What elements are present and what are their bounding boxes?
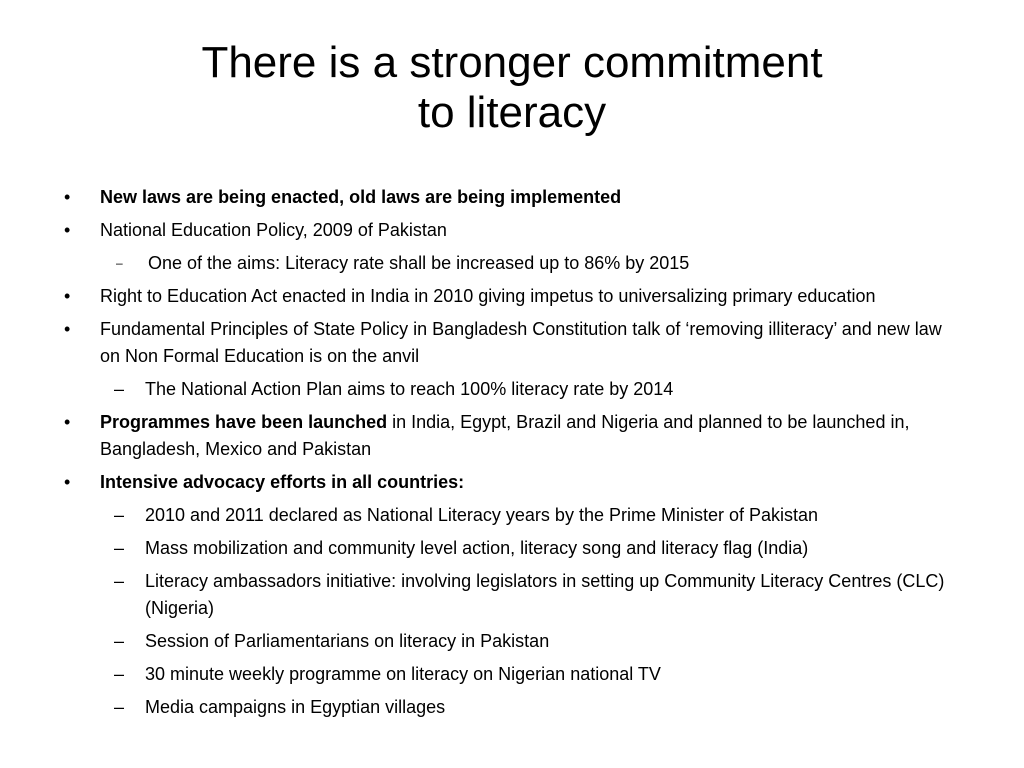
bullet-text: Mass mobilization and community level action, literacy song and literacy flag (India) <box>145 538 809 558</box>
sub-bullet-item <box>0 502 1024 529</box>
bullet-text: Session of Parliamentarians on literacy in Pakistan <box>145 631 550 651</box>
sub-bullet-item <box>0 694 1024 721</box>
bullet-text: 2010 and 2011 declared as National Literacy years by the Prime Minister of Pakistan <box>145 505 819 525</box>
sub-bullet-marker: – <box>114 697 125 717</box>
sub-bullet-item <box>0 376 1024 403</box>
bullet-item <box>0 283 1024 310</box>
bullet-text: Literacy ambassadors initiative: involving legislators in setting up Community Literacy Centres (CLC) (Nigeria) <box>145 571 945 618</box>
bullet-marker: • <box>64 319 71 339</box>
sub-bullet-item <box>0 568 1024 622</box>
sub-bullet-marker: – <box>114 631 125 651</box>
sub-bullet-marker: – <box>114 571 125 591</box>
sub-bullet-marker: – <box>114 538 125 558</box>
sub-bullet-marker: – <box>114 664 125 684</box>
bullet-bold-text: Programmes have been launched <box>100 412 388 432</box>
bullet-text: National Education Policy, 2009 of Pakistan <box>100 220 447 240</box>
bullet-marker: • <box>64 472 71 492</box>
bullet-text: 30 minute weekly programme on literacy on Nigerian national TV <box>145 664 661 684</box>
bullet-marker: • <box>64 412 71 432</box>
sub-bullet-item <box>0 628 1024 655</box>
bullet-item <box>0 316 1024 370</box>
bullet-text: Right to Education Act enacted in India in 2010 giving impetus to universalizing primary education <box>100 286 876 306</box>
bullet-bold-text: Intensive advocacy efforts in all countries: <box>100 472 465 492</box>
bullet-marker: • <box>64 220 71 240</box>
sub-bullet-item <box>0 535 1024 562</box>
bullet-item <box>0 184 1024 211</box>
bullet-item <box>0 409 1024 463</box>
sub-bullet-marker: – <box>114 505 125 525</box>
sub-bullet-marker: – <box>116 256 123 270</box>
sub-bullet-marker: – <box>114 379 125 399</box>
bullet-item <box>0 469 1024 496</box>
bullet-item <box>0 217 1024 244</box>
sub-bullet-item <box>0 250 1024 277</box>
bullet-text: One of the aims: Literacy rate shall be increased up to 86% by 2015 <box>148 253 690 273</box>
slide-title-line-1: There is a stronger commitment <box>201 38 823 87</box>
slide-title-line-2: to literacy <box>417 88 607 137</box>
bullet-marker: • <box>64 286 71 306</box>
sub-bullet-item <box>0 661 1024 688</box>
bullet-text: Media campaigns in Egyptian villages <box>145 697 446 717</box>
bullet-text: Fundamental Principles of State Policy in Bangladesh Constitution talk of ‘removing illiteracy’ and new law on Non Formal Education is on the anvil <box>100 319 942 366</box>
bullet-text: The National Action Plan aims to reach 100% literacy rate by 2014 <box>145 379 674 399</box>
bullet-marker: • <box>64 187 71 207</box>
bullet-list <box>0 184 1024 721</box>
bullet-bold-text: New laws are being enacted, old laws are being implemented <box>100 187 622 207</box>
bullet-text: in India, Egypt, Brazil and Nigeria and planned to be launched in, Bangladesh, Mexico and Pakistan <box>100 412 910 459</box>
slide-title <box>60 38 964 138</box>
